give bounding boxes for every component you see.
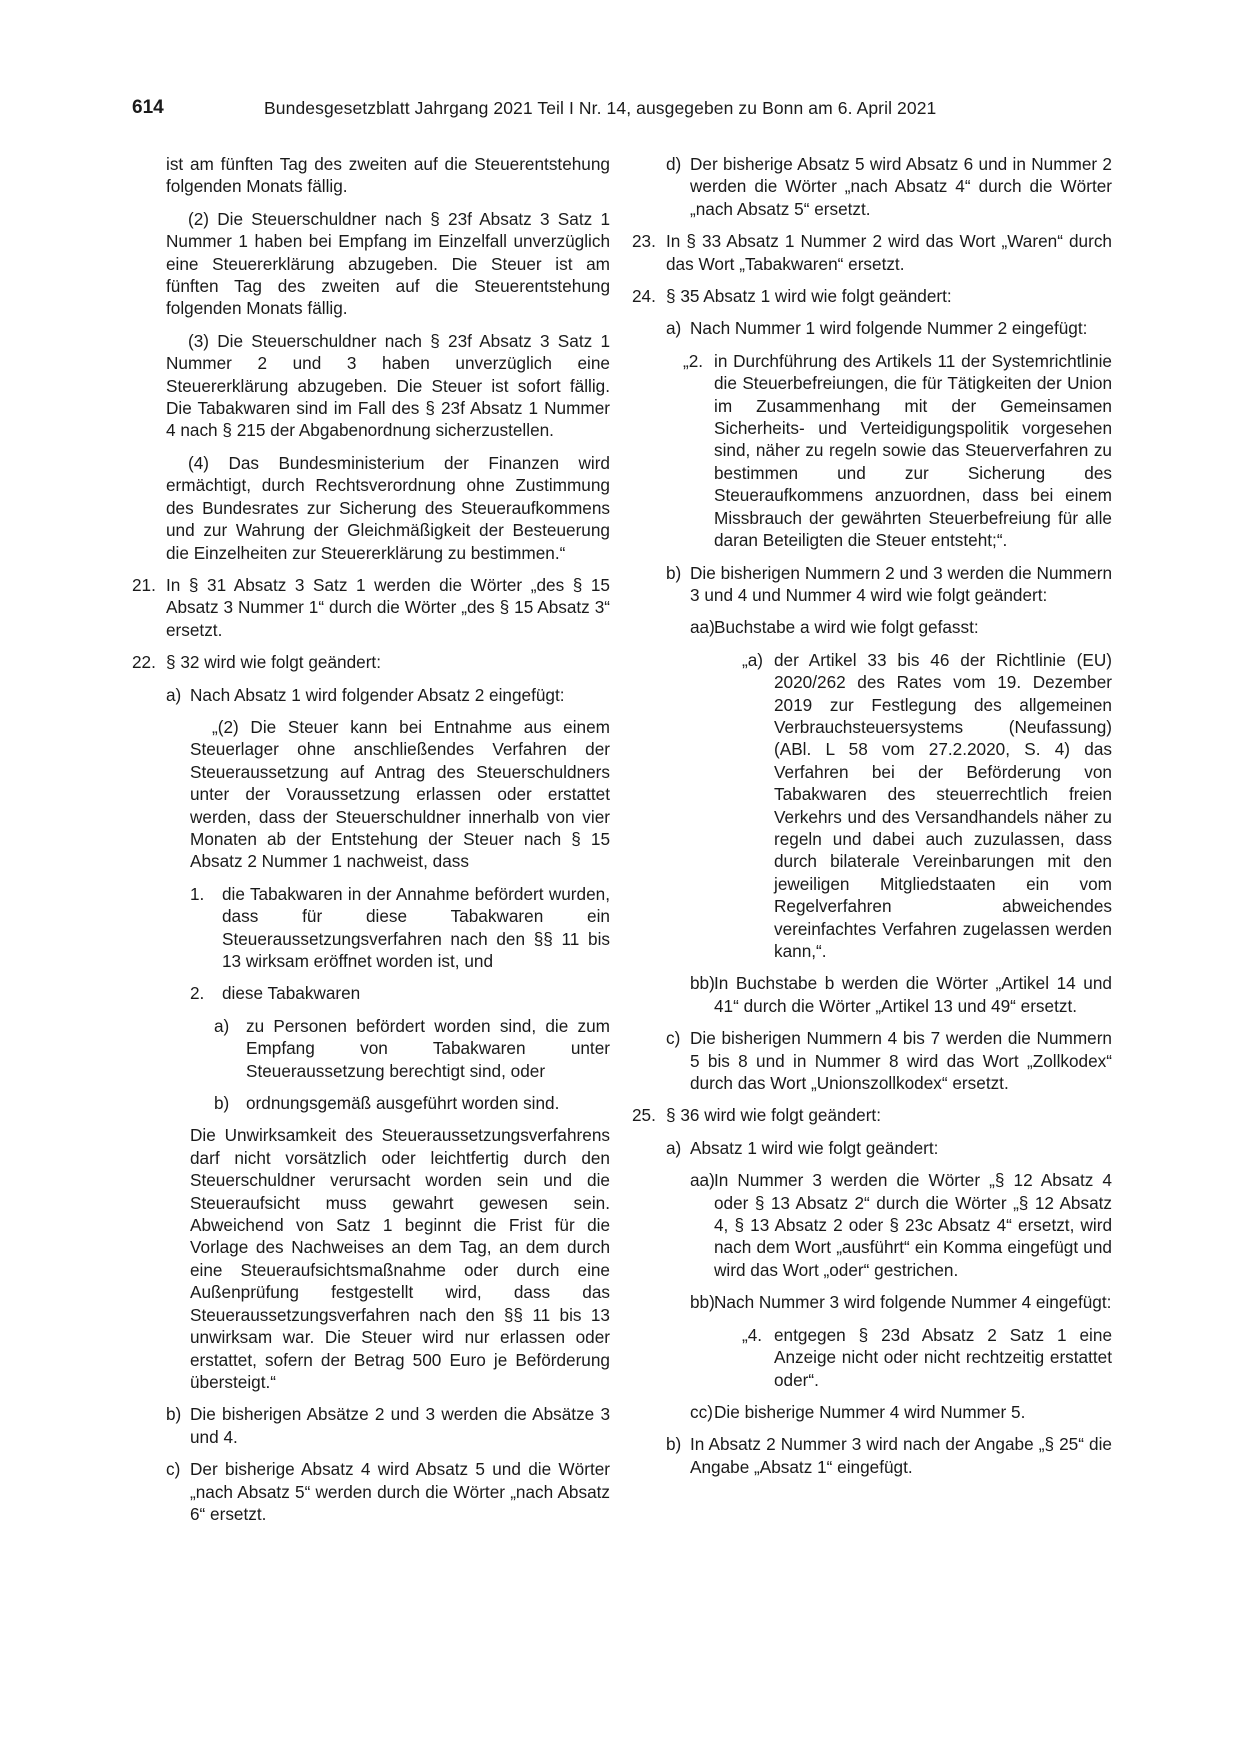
item-number: 2. <box>190 983 205 1004</box>
item-letter: cc) <box>690 1401 713 1422</box>
item-text: Buchstabe a wird wie folgt gefasst: <box>714 617 979 638</box>
list-item <box>632 1433 1112 1478</box>
list-item <box>132 651 610 673</box>
list-item <box>632 230 1112 275</box>
item-text: diese Tabakwaren <box>222 983 361 1004</box>
page-number: 614 <box>132 97 164 118</box>
item-letter: c) <box>666 1028 681 1049</box>
item-number: 22. <box>132 652 156 673</box>
item-number: 25. <box>632 1105 656 1126</box>
item-text: In Nummer 3 werden die Wörter „§ 12 Absatz 4 oder § 13 Absatz 2“ durch die Wörter „§ 12 Absatz 4, § 13 Absatz 2 oder § 23c Absatz 4“ ersetzt, wird nach dem Wort „ausführt“ ein Komma eingefügt und wird das Wort „oder“ gestrichen. <box>714 1170 1112 1280</box>
item-text: Absatz 1 wird wie folgt geändert: <box>690 1137 939 1158</box>
list-item <box>632 1401 1112 1423</box>
item-text: Die bisherigen Absätze 2 und 3 werden die Absätze 3 und 4. <box>190 1404 610 1447</box>
item-number: 24. <box>632 286 656 307</box>
list-item <box>132 883 610 973</box>
item-letter: aa) <box>690 1170 715 1191</box>
list-item <box>632 1291 1112 1313</box>
right-column <box>632 153 1112 1488</box>
item-letter: a) <box>666 1137 682 1158</box>
item-letter: b) <box>214 1093 230 1114</box>
item-letter: bb) <box>690 973 715 994</box>
page-header <box>132 97 1112 125</box>
item-text: Nach Absatz 1 wird folgender Absatz 2 eingefügt: <box>190 684 565 705</box>
list-item <box>632 1104 1112 1126</box>
left-column <box>132 153 610 1535</box>
list-item <box>632 972 1112 1017</box>
list-item <box>132 1092 610 1114</box>
item-text: entgegen § 23d Absatz 2 Satz 1 eine Anzeige nicht oder nicht rechtzeitig erstattet oder“. <box>774 1324 1112 1390</box>
list-item <box>632 285 1112 307</box>
item-text: ordnungsgemäß ausgeführt worden sind. <box>246 1093 560 1114</box>
list-item <box>132 982 610 1004</box>
item-text: Nach Nummer 1 wird folgende Nummer 2 eingefügt: <box>690 318 1088 339</box>
item-text: Der bisherige Absatz 5 wird Absatz 6 und in Nummer 2 werden die Wörter „nach Absatz 4“ durch die Wörter „nach Absatz 5“ ersetzt. <box>690 154 1112 219</box>
paragraph: ist am fünften Tag des zweiten auf die Steuerentstehung folgenden Monats fällig. <box>166 154 610 197</box>
item-letter: a) <box>166 684 182 705</box>
item-text: Die bisherigen Nummern 2 und 3 werden die Nummern 3 und 4 und Nummer 4 wird wie folgt geändert: <box>690 562 1112 605</box>
list-item <box>132 1015 610 1082</box>
item-text: § 35 Absatz 1 wird wie folgt geändert: <box>666 286 952 307</box>
paragraph: (3) Die Steuerschuldner nach § 23f Absatz 3 Satz 1 Nummer 2 und 3 haben unverzüglich eine Steuererklärung abzugeben. Die Steuer ist sofort fällig. Die Tabakwaren sind im Fall des § 23f Absatz 1 Nummer 4 nach § 215 der Abgabenordnung sicherzustellen. <box>166 330 610 441</box>
item-text: Nach Nummer 3 wird folgende Nummer 4 eingefügt: <box>714 1292 1112 1313</box>
list-item <box>632 350 1112 552</box>
list-item <box>132 574 610 641</box>
item-letter: a) <box>214 1015 230 1036</box>
item-text: § 32 wird wie folgt geändert: <box>166 652 381 673</box>
item-text: § 36 wird wie folgt geändert: <box>666 1105 881 1126</box>
list-item <box>632 1169 1112 1281</box>
item-letter: „a) <box>742 649 764 670</box>
item-text: Die bisherigen Nummern 4 bis 7 werden die Nummern 5 bis 8 und in Nummer 8 wird das Wort „Zollkodex“ durch das Wort „Unionszollkodex“ ersetzt. <box>690 1028 1112 1094</box>
list-item <box>632 562 1112 607</box>
list-item <box>132 1458 610 1525</box>
item-number: 21. <box>132 574 156 595</box>
list-item <box>632 1027 1112 1094</box>
item-text: Der bisherige Absatz 4 wird Absatz 5 und die Wörter „nach Absatz 5“ werden durch die Wörter „nach Absatz 6“ ersetzt. <box>190 1459 610 1524</box>
item-text: In § 33 Absatz 1 Nummer 2 wird das Wort „Waren“ durch das Wort „Tabakwaren“ ersetzt. <box>666 231 1112 274</box>
item-text: In § 31 Absatz 3 Satz 1 werden die Wörter „des § 15 Absatz 3 Nummer 1“ durch die Wörter „des § 15 Absatz 3“ ersetzt. <box>166 574 610 640</box>
list-item <box>632 153 1112 220</box>
item-letter: b) <box>666 562 682 583</box>
list-item <box>132 684 610 706</box>
item-text: in Durchführung des Artikels 11 der Systemrichtlinie die Steuerbefreiungen, die für Tätigkeiten der Union im Zusammenhang mit der Gemeinsamen Sicherheits- und Verteidigungspolitik vorgesehen sind, näher zu regeln sowie das Steuerverfahren zu bestimmen und zur Sicherung des Steueraufkommens anzuordnen, dass bei einem Missbrauch der gewährten Steuerbefreiung für alle daran Beteiligten die Steuer entsteht;“. <box>714 350 1112 551</box>
list-item <box>632 1137 1112 1159</box>
list-item <box>632 317 1112 339</box>
item-text: In Buchstabe b werden die Wörter „Artikel 14 und 41“ durch die Wörter „Artikel 13 und 49“ ersetzt. <box>714 973 1112 1016</box>
item-letter: bb) <box>690 1292 715 1313</box>
item-number: 1. <box>190 883 205 904</box>
item-letter: c) <box>166 1459 181 1480</box>
item-letter: aa) <box>690 617 715 638</box>
item-letter: b) <box>666 1434 682 1455</box>
item-number: „4. <box>742 1324 763 1345</box>
list-item <box>632 1324 1112 1391</box>
paragraph: (4) Das Bundesministerium der Finanzen wird ermächtigt, durch Rechtsverordnung ohne Zustimmung des Bundesrates zur Sicherung des Steueraufkommens und zur Wahrung der Gleichmäßigkeit der Besteuerung die Einzelheiten zur Steuererklärung zu bestimmen.“ <box>166 452 610 563</box>
item-letter: d) <box>666 154 682 174</box>
paragraph: Die Unwirksamkeit des Steueraussetzungsverfahrens darf nicht vorsätzlich oder leichtfertig durch den Steuerschuldner verursacht worden sein und die Steueraufsicht muss gewahrt gewesen sein. Abweichend von Satz 1 beginnt die Frist für die Vorlage des Nachweises an dem Tag, an dem durch eine Steueraufsichtsmaßnahme oder durch eine Außenprüfung festgestellt wird, dass das Steueraussetzungsverfahren nach den §§ 11 bis 13 unwirksam war. Die Steuer wird nur erlassen oder erstattet, sofern der Betrag 500 Euro je Beförderung übersteigt.“ <box>190 1125 610 1392</box>
list-item <box>132 1403 610 1448</box>
list-item <box>632 649 1112 963</box>
item-letter: b) <box>166 1404 182 1425</box>
list-item <box>632 616 1112 638</box>
quoted-paragraph: „(2) Die Steuer kann bei Entnahme aus einem Steuerlager ohne anschließendes Verfahren der Steueraussetzung auf Antrag des Steuerschuldners unter der Voraussetzung erlassen oder erstattet werden, dass der Steuerschuldner innerhalb von vier Monaten ab der Entstehung der Steuer nach § 15 Absatz 2 Nummer 1 nachweist, dass <box>190 716 610 872</box>
item-number: „2. <box>683 350 704 371</box>
item-text: die Tabakwaren in der Annahme befördert wurden, dass für diese Tabakwaren ein Steueraussetzungsverfahren nach den §§ 11 bis 13 wirksam eröffnet worden ist, und <box>222 883 610 971</box>
item-number: 23. <box>632 231 656 252</box>
item-letter: a) <box>666 318 682 339</box>
item-text: Die bisherige Nummer 4 wird Nummer 5. <box>714 1401 1026 1422</box>
item-text: In Absatz 2 Nummer 3 wird nach der Angabe „§ 25“ die Angabe „Absatz 1“ eingefügt. <box>690 1434 1112 1477</box>
item-text: der Artikel 33 bis 46 der Richtlinie (EU) 2020/262 des Rates vom 19. Dezember 2019 zur Festlegung des allgemeinen Verbrauchsteuersystems (Neufassung) (ABl. L 58 vom 27.2.2020, S. 4) das Verfahren bei der Beförderung von Tabakwaren des steuerrechtlich freien Verkehrs und des Versandhandels näher zu regeln und dabei auch zuzulassen, dass durch bilaterale Vereinbarungen mit den jeweiligen Mitgliedstaaten ein vom Regelverfahren abweichendes vereinfachtes Verfahren zugelassen werden kann,“. <box>774 649 1112 961</box>
paragraph: (2) Die Steuerschuldner nach § 23f Absatz 3 Satz 1 Nummer 1 haben bei Empfang im Einzelfall unverzüglich eine Steuererklärung abzugeben. Die Steuer ist am fünften Tag des zweiten auf die Steuerentstehung folgenden Monats fällig. <box>166 208 610 319</box>
running-head: Bundesgesetzblatt Jahrgang 2021 Teil I Nr. 14, ausgegeben zu Bonn am 6. April 2021 <box>264 98 937 118</box>
item-text: zu Personen befördert worden sind, die zum Empfang von Tabakwaren unter Steueraussetzung berechtigt sind, oder <box>246 1015 610 1081</box>
